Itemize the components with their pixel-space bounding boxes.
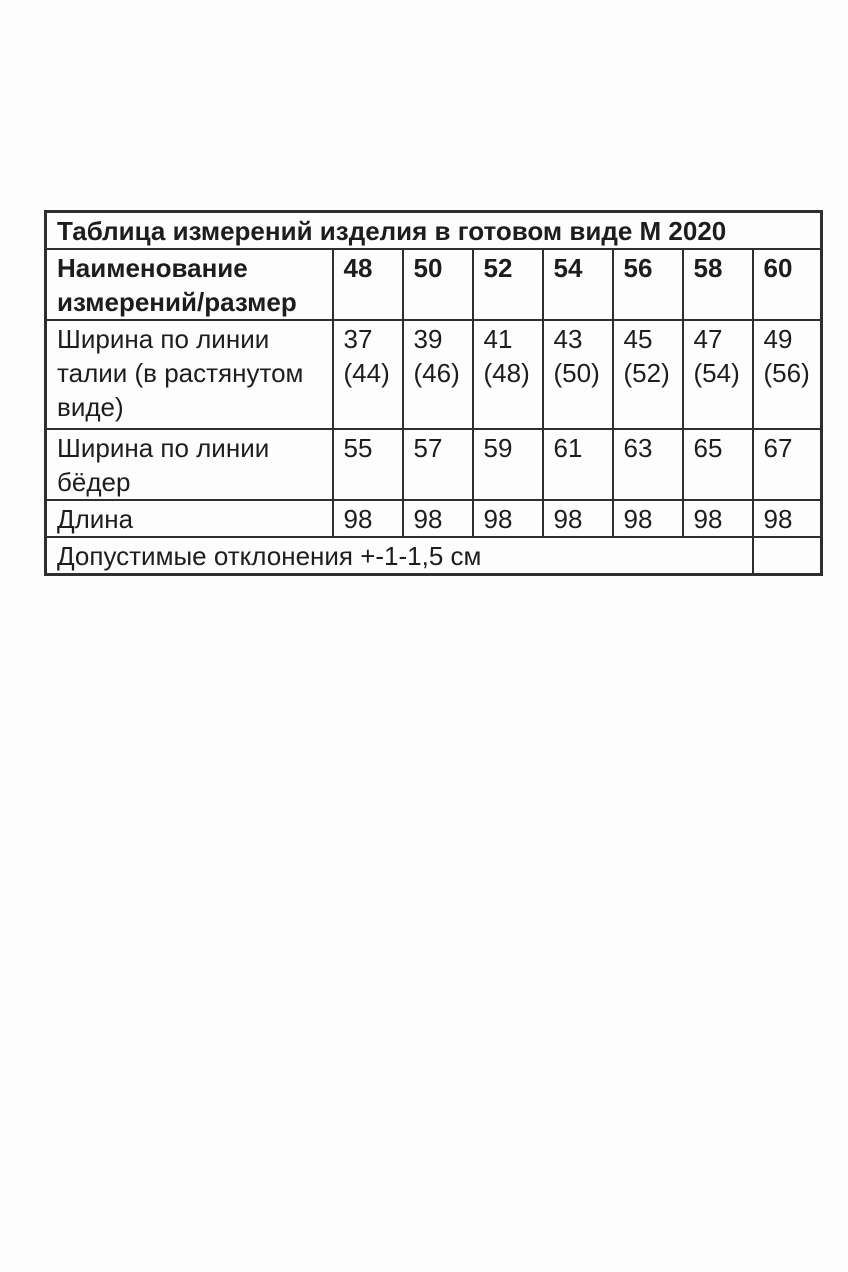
table-header-row	[46, 249, 822, 320]
size-col-header-60: 60	[753, 249, 822, 320]
size-col-header-50: 50	[403, 249, 473, 320]
measurement-value: 57	[403, 429, 473, 500]
size-col-header-58: 58	[683, 249, 753, 320]
size-col-header-54: 54	[543, 249, 613, 320]
measurement-label: Длина	[46, 500, 333, 537]
measurement-value: 39 (46)	[403, 320, 473, 429]
measurement-value: 59	[473, 429, 543, 500]
header-name-cell: Наименование измерений/размер	[46, 249, 333, 320]
measurement-value: 61	[543, 429, 613, 500]
measurement-value: 98	[403, 500, 473, 537]
size-col-header-56: 56	[613, 249, 683, 320]
measurement-value: 67	[753, 429, 822, 500]
measurement-value: 98	[613, 500, 683, 537]
table-row-hips	[46, 429, 822, 500]
measurement-label: Ширина по линии талии (в растянутом виде)	[46, 320, 333, 429]
measurement-table	[44, 210, 823, 576]
measurement-value: 98	[333, 500, 403, 537]
measurement-value: 65	[683, 429, 753, 500]
table-title: Таблица измерений изделия в готовом виде М 2020	[46, 212, 822, 250]
measurement-value: 37 (44)	[333, 320, 403, 429]
size-col-header-52: 52	[473, 249, 543, 320]
table-row-length	[46, 500, 822, 537]
size-col-header-48: 48	[333, 249, 403, 320]
measurement-value: 43 (50)	[543, 320, 613, 429]
table-footer-row	[46, 537, 822, 575]
measurement-value: 98	[753, 500, 822, 537]
measurement-value: 98	[473, 500, 543, 537]
measurement-value: 98	[683, 500, 753, 537]
measurement-value: 41 (48)	[473, 320, 543, 429]
measurement-value: 49 (56)	[753, 320, 822, 429]
measurement-value: 55	[333, 429, 403, 500]
measurement-value: 45 (52)	[613, 320, 683, 429]
table-title-row	[46, 212, 822, 250]
measurement-value: 98	[543, 500, 613, 537]
table-row-waist	[46, 320, 822, 429]
tolerance-note: Допустимые отклонения +-1-1,5 см	[46, 537, 753, 575]
empty-cell	[753, 537, 822, 575]
measurement-value: 63	[613, 429, 683, 500]
measurement-value: 47 (54)	[683, 320, 753, 429]
measurement-label: Ширина по линии бёдер	[46, 429, 333, 500]
